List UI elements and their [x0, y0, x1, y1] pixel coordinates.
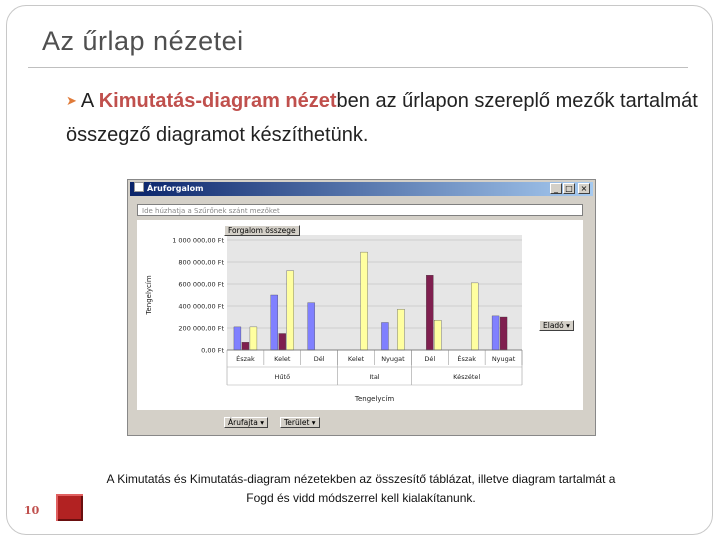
bar — [500, 317, 507, 350]
chart-area — [137, 220, 583, 410]
bar — [271, 295, 278, 350]
form-icon — [134, 182, 144, 192]
data-field-button[interactable]: Forgalom összege — [224, 225, 300, 236]
y-tick-label: 800 000,00 Ft — [178, 258, 224, 267]
title-divider — [28, 67, 688, 68]
bar — [279, 334, 286, 351]
bar — [471, 283, 478, 350]
y-axis-title: Tengelycím — [145, 275, 153, 315]
close-button[interactable]: × — [578, 183, 590, 194]
category-button-arufajta[interactable] — [224, 417, 268, 428]
chevron-down-icon: ▾ — [566, 321, 570, 330]
slide-caption: A Kimutatás és Kimutatás-diagram nézetekben az összesítő táblázat, illetve diagram tartalmát a Fogd és vidd módszerrel kell kialakítanunk. — [106, 472, 616, 505]
page-number: 10 — [24, 504, 40, 517]
access-pivot-window[interactable] — [127, 179, 596, 436]
x-tick-label: Nyugat — [381, 355, 405, 363]
group-label: Készétel — [453, 373, 481, 381]
y-tick-label: 600 000,00 Ft — [178, 280, 224, 289]
window-titlebar[interactable] — [130, 182, 593, 196]
x-tick-label: Dél — [424, 355, 436, 363]
slide-title: Az űrlap nézetei — [42, 26, 244, 56]
bar — [397, 309, 404, 350]
bar — [426, 275, 433, 350]
y-tick-label: 1 000 000,00 Ft — [172, 236, 224, 245]
x-tick-label: Észak — [236, 355, 255, 363]
chevron-down-icon: ▾ — [260, 418, 264, 427]
x-tick-label: Dél — [313, 355, 325, 363]
bar — [381, 323, 388, 351]
bar — [242, 342, 249, 350]
bar — [308, 303, 315, 350]
pivot-chart — [137, 220, 583, 410]
filter-drop-zone[interactable]: Ide húzhatja a Szűrőnek szánt mezőket — [137, 204, 583, 216]
bar — [250, 327, 257, 350]
x-tick-label: Nyugat — [491, 355, 516, 363]
x-axis-title: Tengelycím — [354, 395, 395, 403]
bullet-rest: ben az űrlapon szereplő mezők tartalmát összegző diagramot készíthetünk. — [66, 90, 698, 146]
category-button-terulet[interactable] — [280, 417, 320, 428]
x-tick-label: Kelet — [347, 355, 365, 363]
bar — [287, 271, 294, 350]
bullet-icon: ➤ — [66, 93, 77, 108]
x-tick-label: Kelet — [274, 355, 291, 363]
bar — [234, 327, 241, 350]
y-tick-label: 200 000,00 Ft — [178, 324, 224, 333]
home-button[interactable] — [56, 494, 83, 521]
bar — [434, 320, 441, 350]
category-label-arufajta: Árufajta — [228, 418, 258, 427]
bullet-highlight: Kimutatás-diagram nézet — [98, 90, 337, 112]
window-title: Áruforgalom — [147, 184, 204, 193]
series-field-label: Eladó — [543, 321, 564, 330]
minimize-button[interactable]: _ — [550, 183, 562, 194]
group-label: Ital — [369, 373, 380, 381]
x-tick-label: Észak — [457, 355, 477, 363]
category-label-terulet: Terület — [284, 418, 310, 427]
chevron-down-icon: ▾ — [311, 418, 316, 427]
group-label: Hűtő — [274, 373, 291, 381]
bar — [492, 316, 499, 350]
y-tick-label: 0,00 Ft — [201, 346, 224, 355]
series-field-button[interactable] — [539, 320, 574, 331]
bar — [361, 252, 368, 350]
bullet-prefix: A — [80, 90, 99, 112]
maximize-button[interactable]: □ — [563, 183, 575, 194]
bullet-text — [66, 85, 706, 151]
y-tick-label: 400 000,00 Ft — [178, 302, 224, 311]
